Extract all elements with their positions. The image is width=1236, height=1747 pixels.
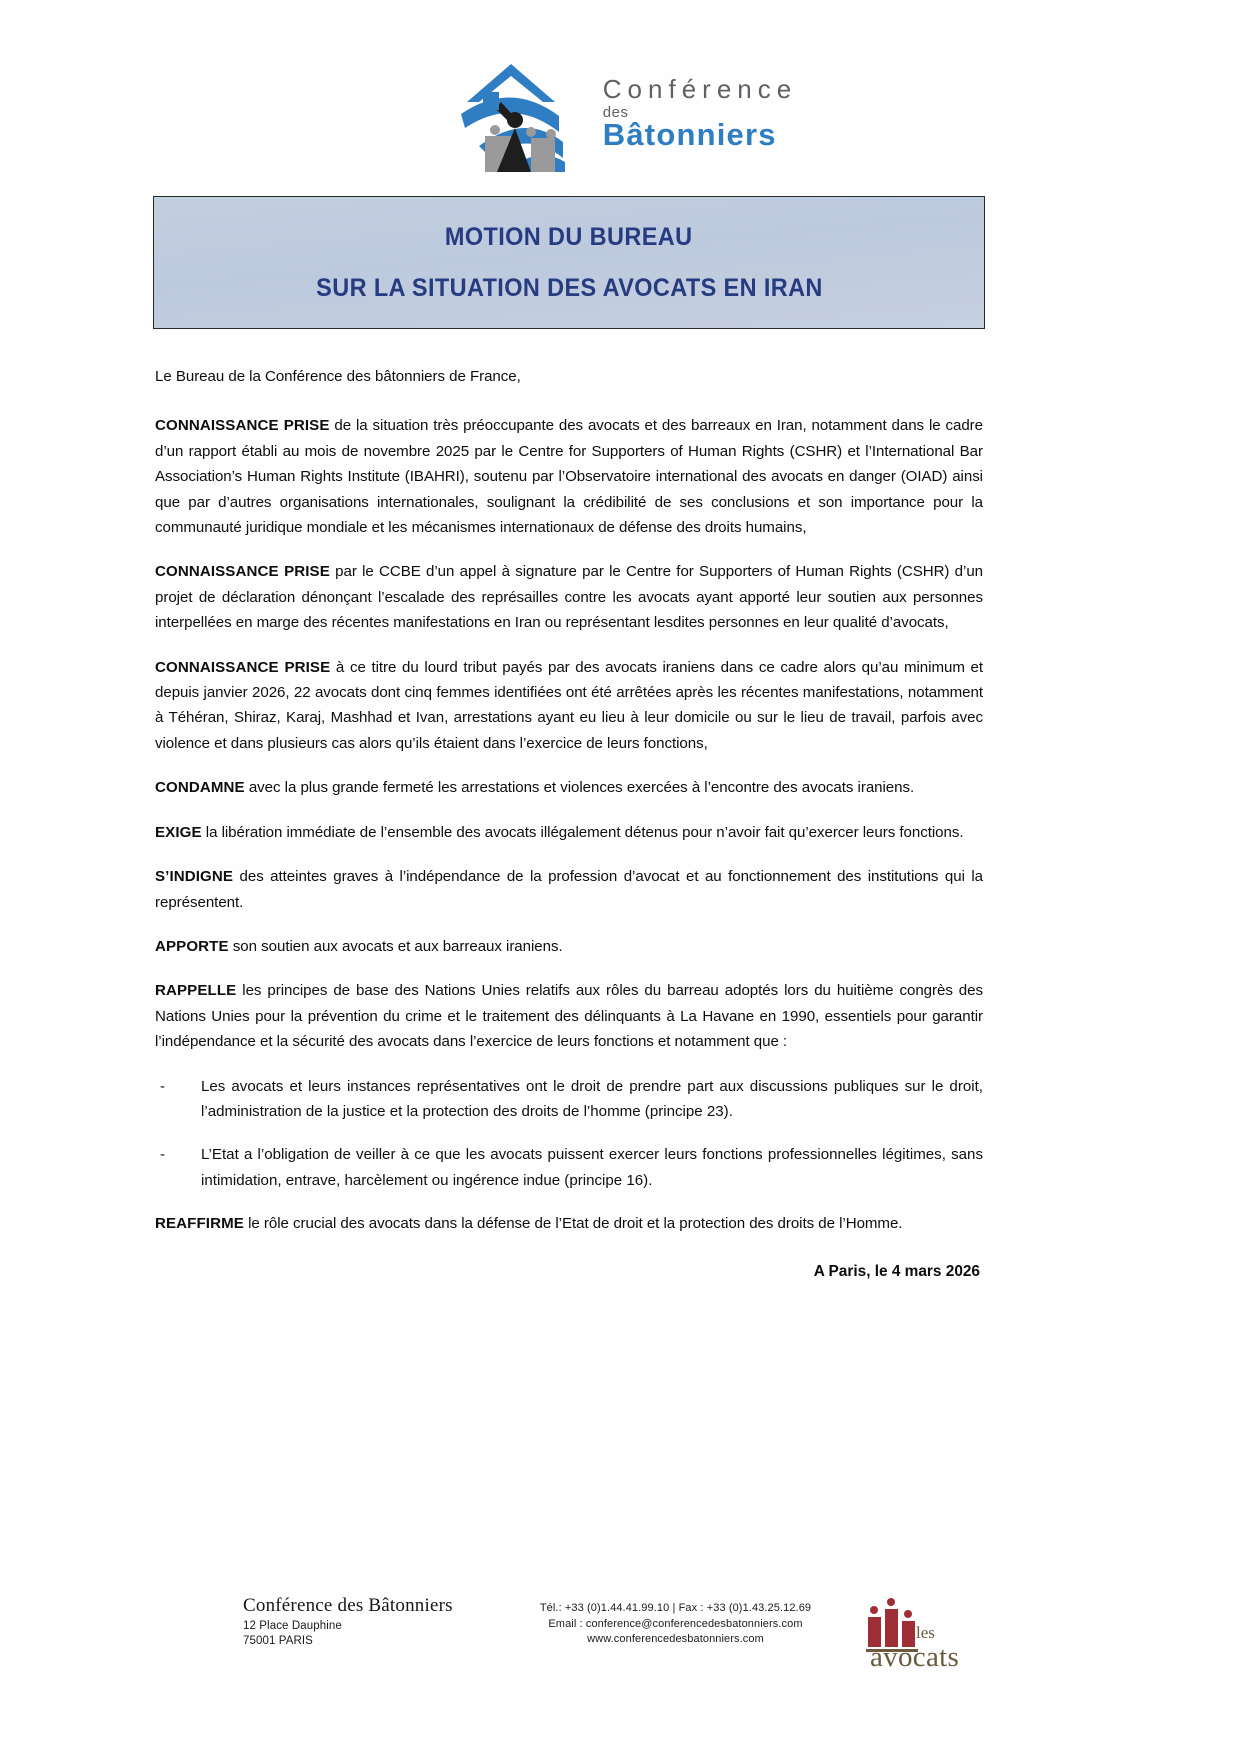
motion-paragraph bbox=[155, 864, 983, 915]
motion-paragraph bbox=[155, 978, 983, 1054]
motion-title-line-1: MOTION DU BUREAU bbox=[445, 222, 693, 251]
logo-wordmark bbox=[603, 70, 797, 151]
paragraph-lead: S’INDIGNE bbox=[155, 868, 234, 886]
batonniers-emblem-icon bbox=[439, 50, 589, 172]
document-footer bbox=[0, 1595, 1236, 1715]
document-body bbox=[155, 364, 983, 1281]
footer-phone-fax: Tél.: +33 (0)1.44.41.99.10 | Fax : +33 (0)1.43.25.12.69 bbox=[539, 1602, 812, 1614]
paragraph-lead: CONNAISSANCE PRISE bbox=[155, 563, 330, 581]
paragraph-lead: CONDAMNE bbox=[155, 779, 245, 797]
paragraph-lead: RAPPELLE bbox=[155, 982, 237, 1000]
motion-paragraphs bbox=[155, 413, 983, 1054]
footer-website: www.conferencedesbatonniers.com bbox=[587, 1633, 764, 1645]
principle-text: Les avocats et leurs instances représentatives ont le droit de prendre part aux discussions publiques sur le droit, l’administration de la justice et la protection des droits de l’homme (principe 23). bbox=[201, 1077, 983, 1120]
paragraph-lead: CONNAISSANCE PRISE bbox=[155, 658, 331, 676]
footer-org-block bbox=[203, 1595, 503, 1649]
paragraph-text: les principes de base des Nations Unies relatifs aux rôles du barreau adoptés lors du huitième congrès des Nations Unies pour la prévention du crime et le traitement des délinquants à La Havane en 1990, essentiels pour garantir l’indépendance et la sécurité des avocats dans l’exercice de leurs fonctions et notamment que : bbox=[155, 982, 983, 1051]
paragraph-lead: APPORTE bbox=[155, 937, 229, 955]
paragraph-text: la libération immédiate de l’ensemble des avocats illégalement détenus pour n’avoir fait qu’exercer leurs fonctions. bbox=[201, 823, 964, 841]
motion-paragraph bbox=[155, 559, 983, 635]
paragraph-text: son soutien aux avocats et aux barreaux iraniens. bbox=[228, 937, 563, 955]
motion-paragraph bbox=[155, 775, 983, 800]
principle-item bbox=[155, 1074, 983, 1125]
principle-text: L’Etat a l’obligation de veiller à ce que les avocats puissent exercer leurs fonctions professionnelles légitimes, sans intimidation, entrave, harcèlement ou ingérence indue (principe 16). bbox=[201, 1146, 983, 1189]
footer-org-name: Conférence des Bâtonniers bbox=[243, 1595, 453, 1616]
logo-batonniers-text: Bâtonniers bbox=[602, 117, 777, 153]
motion-paragraph bbox=[155, 413, 983, 540]
avocats-logo-les-text: les bbox=[916, 1623, 935, 1642]
footer-logo-block bbox=[848, 1595, 1033, 1683]
logo-conference-text: Conférence bbox=[602, 74, 798, 105]
motion-paragraph bbox=[155, 820, 983, 845]
principle-item bbox=[155, 1142, 983, 1193]
footer-contact-block bbox=[503, 1595, 848, 1648]
paragraph-lead: EXIGE bbox=[155, 823, 202, 841]
avocats-logo-main-text: avocats bbox=[870, 1641, 960, 1673]
principles-list bbox=[155, 1074, 983, 1194]
bullet-marker: - bbox=[160, 1077, 166, 1095]
paragraph-lead: CONNAISSANCE PRISE bbox=[155, 417, 330, 435]
paragraph-text: à ce titre du lourd tribut payés par des avocats iraniens dans ce cadre alors qu’au minimum et depuis janvier 2026, 22 avocats dont cinq femmes identifiées ont été arrêtées après les récentes manifestations, notamment à Téhéran, Shiraz, Karaj, Mashhad et Ivan, arrestations ayant eu lieu à leur domicile ou sur le lieu de travail, parfois avec violence et dans plusieurs cas alors qu’ils étaient dans l’exercice de leurs fonctions, bbox=[155, 658, 983, 752]
intro-paragraph: Le Bureau de la Conférence des bâtonniers de France, bbox=[155, 368, 521, 385]
logo-des-text: des bbox=[602, 103, 629, 121]
closing-text: le rôle crucial des avocats dans la défense de l’Etat de droit et la protection des droits de l’Homme. bbox=[243, 1215, 903, 1233]
footer-address-line-2: 75001 PARIS bbox=[243, 1635, 313, 1647]
footer-address-line-1: 12 Place Dauphine bbox=[243, 1620, 342, 1632]
closing-lead: REAFFIRME bbox=[155, 1215, 244, 1233]
paragraph-text: des atteintes graves à l’indépendance de la profession d’avocat et au fonctionnement des institutions qui la représentent. bbox=[155, 868, 983, 911]
closing-paragraph bbox=[155, 1211, 983, 1236]
date-line: A Paris, le 4 mars 2026 bbox=[813, 1262, 980, 1280]
title-banner bbox=[153, 196, 985, 329]
paragraph-text: par le CCBE d’un appel à signature par le Centre for Supporters of Human Rights (CSHR) d’un projet de déclaration dénonçant l’escalade des représailles contre les avocats ayant apporté leur soutien aux personnes interpellées en marge des récentes manifestations en Iran ou représentant lesdites personnes en leur qualité d’avocats, bbox=[155, 563, 984, 632]
document-header bbox=[0, 50, 1236, 180]
les-avocats-logo-icon bbox=[858, 1595, 976, 1683]
motion-paragraph bbox=[155, 655, 983, 757]
conference-des-batonniers-logo bbox=[439, 50, 797, 172]
paragraph-text: de la situation très préoccupante des avocats et des barreaux en Iran, notamment dans le cadre d’un rapport établi au mois de novembre 2025 par le Centre for Supporters of Human Rights (CSHR) et l’International Bar Association’s Human Rights Institute (IBAHRI), soutenu par l’Observatoire international des avocats en danger (OIAD) ainsi que par d’autres organisations internationales, soulignant la crédibilité de ses conclusions et son importance pour la communauté juridique mondiale et les mécanismes internationaux de défense des droits humains, bbox=[155, 417, 984, 537]
footer-email: Email : conference@conferencedesbatonniers.com bbox=[548, 1617, 803, 1630]
motion-title-line-2: SUR LA SITUATION DES AVOCATS EN IRAN bbox=[315, 273, 823, 302]
paragraph-text: avec la plus grande fermeté les arrestations et violences exercées à l’encontre des avocats iraniens. bbox=[244, 779, 915, 797]
motion-paragraph bbox=[155, 934, 983, 959]
bullet-marker: - bbox=[160, 1146, 166, 1164]
